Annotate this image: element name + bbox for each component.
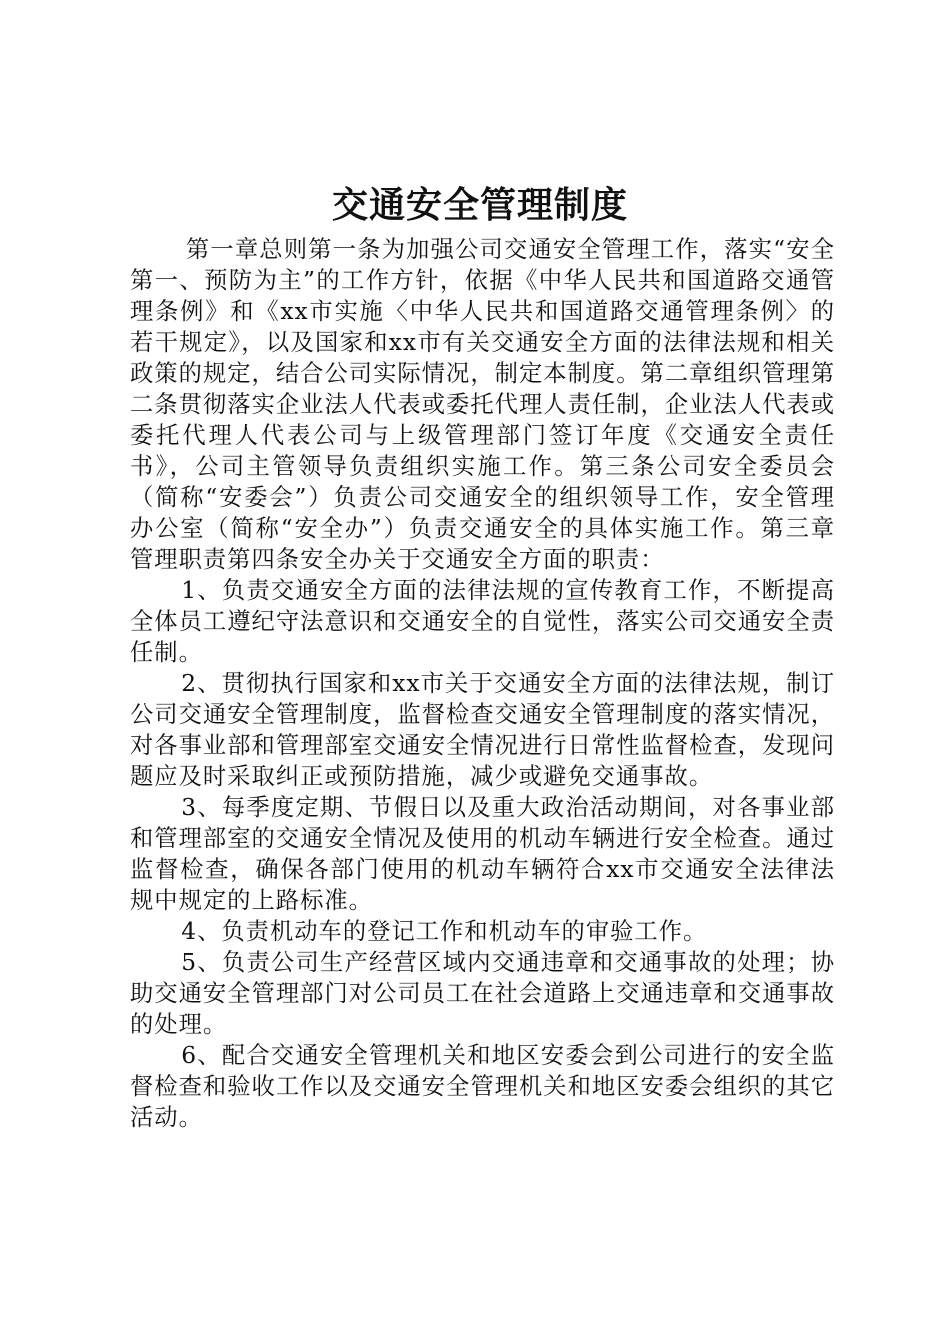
- paragraph-duty-1: 1、负责交通安全方面的法律法规的宣传教育工作，不断提高全体员工遵纪守法意识和交通安全的自觉性，落实公司交通安全责任制。: [130, 577, 835, 666]
- paragraph-general-provisions: 第一章总则第一条为加强公司交通安全管理工作，落实“安全第一、预防为主”的工作方针，依据《中华人民共和国道路交通管理条例》和《xx市实施〈中华人民共和国道路交通管理条例〉的若干规定》，以及国家和xx市有关交通安全方面的法律法规和相关政策的规定，结合公司实际情况，制定本制度。第二章组织管理第二条贯彻落实企业法人代表或委托代理人责任制，企业法人代表或委托代理人代表公司与上级管理部门签订年度《交通安全责任书》，公司主管领导负责组织实施工作。第三条公司安全委员会（简称“安委会”）负责公司交通安全的组织领导工作，安全管理办公室（简称“安全办”）负责交通安全的具体实施工作。第三章管理职责第四条安全办关于交通安全方面的职责：: [130, 236, 835, 573]
- paragraph-duty-4: 4、负责机动车的登记工作和机动车的审验工作。: [181, 918, 708, 945]
- paragraph-duty-6: 6、配合交通安全管理机关和地区安委会到公司进行的安全监督检查和验收工作以及交通安全管理机关和地区安委会组织的其它活动。: [130, 1042, 835, 1131]
- paragraph-duty-2: 2、贯彻执行国家和xx市关于交通安全方面的法律法规，制订公司交通安全管理制度，监督检查交通安全管理制度的落实情况，对各事业部和管理部室交通安全情况进行日常性监督检查，发现问题应及时采取纠正或预防措施，减少或避免交通事故。: [130, 670, 835, 790]
- paragraph-duty-3: 3、每季度定期、节假日以及重大政治活动期间，对各事业部和管理部室的交通安全情况及使用的机动车辆进行安全检查。通过监督检查，确保各部门使用的机动车辆符合xx市交通安全法律法规中规定的上路标准。: [130, 794, 835, 914]
- document-title: 交通安全管理制度: [331, 185, 628, 226]
- paragraph-duty-5: 5、负责公司生产经营区域内交通违章和交通事故的处理；协助交通安全管理部门对公司员工在社会道路上交通违章和交通事故的处理。: [130, 949, 835, 1038]
- document-body: [130, 234, 835, 1133]
